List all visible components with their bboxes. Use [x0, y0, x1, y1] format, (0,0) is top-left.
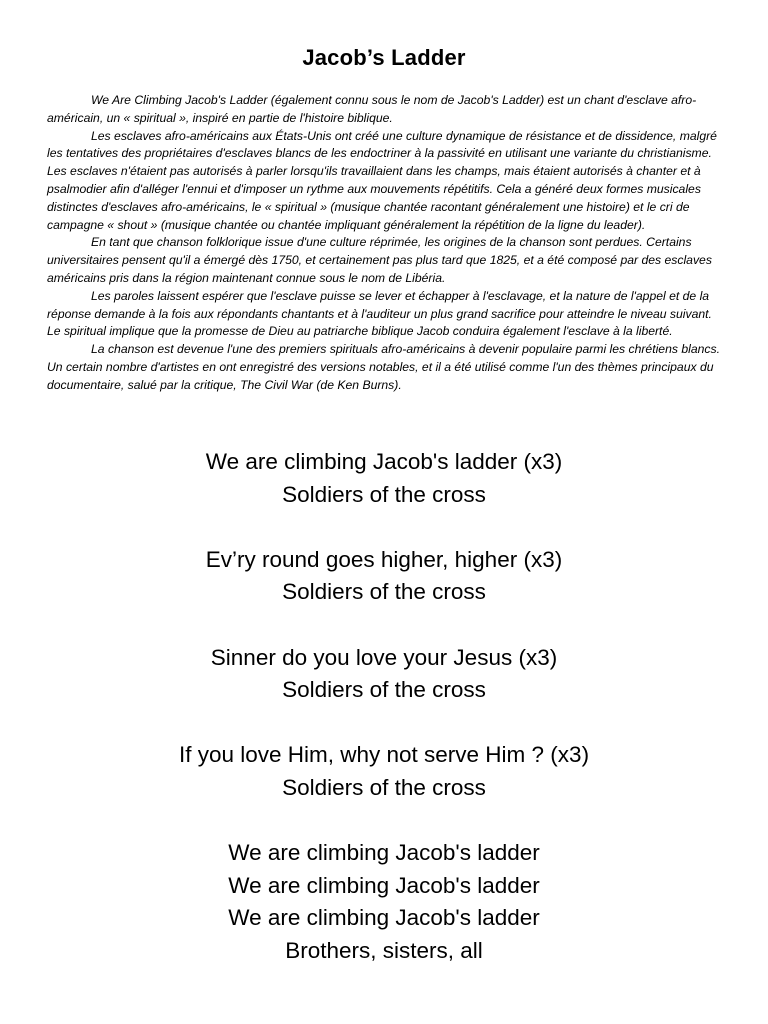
- intro-paragraph: La chanson est devenue l'une des premiers spirituals afro-américains à devenir populaire parmi les chrétiens blancs. Un certain nombre d'artistes en ont enregistré des versions notables, et il a été utilisé comme l'un des thèmes principaux du documentaire, salué par la critique, The Civil War (de Ken Burns).: [47, 342, 720, 392]
- intro-paragraph: We Are Climbing Jacob's Ladder (également connu sous le nom de Jacob's Ladder) est un chant d'esclave afro-américain, un « spiritual », inspiré en partie de l'histoire biblique.: [47, 93, 697, 125]
- intro-paragraph: Les paroles laissent espérer que l'esclave puisse se lever et échapper à l'esclavage, et la nature de l'appel et de la réponse demande à la fois aux répondants chantants et à l'auditeur un plus grand sacrifice pour atteindre le niveau suivant. Le spiritual implique que la promesse de Dieu au patriarche biblique Jacob conduira également l'esclave à la liberté.: [47, 288, 712, 339]
- lyric-line: Soldiers of the cross: [282, 481, 486, 507]
- intro-paragraph: Les esclaves afro-américains aux États-Unis ont créé une culture dynamique de résistance et de dissidence, malgré les tentatives des propriétaires d'esclaves blancs de les endoctriner à la passivité en utilisant une variante du christianisme. Les esclaves n'étaient pas autorisés à parler lorsqu'ils travaillaient dans les champs, mais étaient autorisés à chanter et à psalmodier afin d'alléger l'ennui et d'imposer un rythme aux mouvements répétitifs. Cela a généré deux formes musicales distinctes d'esclaves afro-américains, le « spiritual » (musique chantée racontant généralement une histoire) et le cri de campagne « shout » (musique chantée ou chantée impliquant généralement la répétition de la ligne du leader).: [47, 128, 717, 232]
- lyrics-stanza: [0, 446, 768, 511]
- lyric-line: Sinner do you love your Jesus (x3): [210, 644, 558, 670]
- lyrics-stanza: [0, 544, 768, 609]
- lyric-line: We are climbing Jacob's ladder (x3): [205, 449, 563, 474]
- lyric-line: Ev’ry round goes higher, higher (x3): [205, 546, 563, 572]
- lyric-line: If you love Him, why not serve Him ? (x3): [178, 742, 590, 768]
- lyric-line: Soldiers of the cross: [282, 677, 486, 703]
- lyric-line: We are climbing Jacob's ladder: [228, 872, 540, 898]
- intro-paragraph: En tant que chanson folklorique issue d'une culture réprimée, les origines de la chanson sont perdues. Certains universitaires pensent qu'il a émergé dès 1750, et certainement pas plus tard que 1825, et a été composé par des esclaves américains pris dans la région maintenant connue sous le nom de Libéria.: [47, 235, 712, 285]
- lyrics-stanza: [0, 739, 768, 804]
- lyric-line: Soldiers of the cross: [282, 579, 486, 605]
- lyric-line: Brothers, sisters, all: [285, 937, 483, 963]
- lyrics: [0, 446, 768, 968]
- lyrics-stanza: [0, 837, 768, 967]
- lyric-line: Soldiers of the cross: [282, 774, 486, 800]
- lyric-line: We are climbing Jacob's ladder: [228, 905, 540, 931]
- document-title: Jacob’s Ladder: [302, 45, 466, 70]
- lyric-line: We are climbing Jacob's ladder: [228, 840, 540, 866]
- lyrics-stanza: [0, 642, 768, 707]
- intro-text: [47, 92, 723, 395]
